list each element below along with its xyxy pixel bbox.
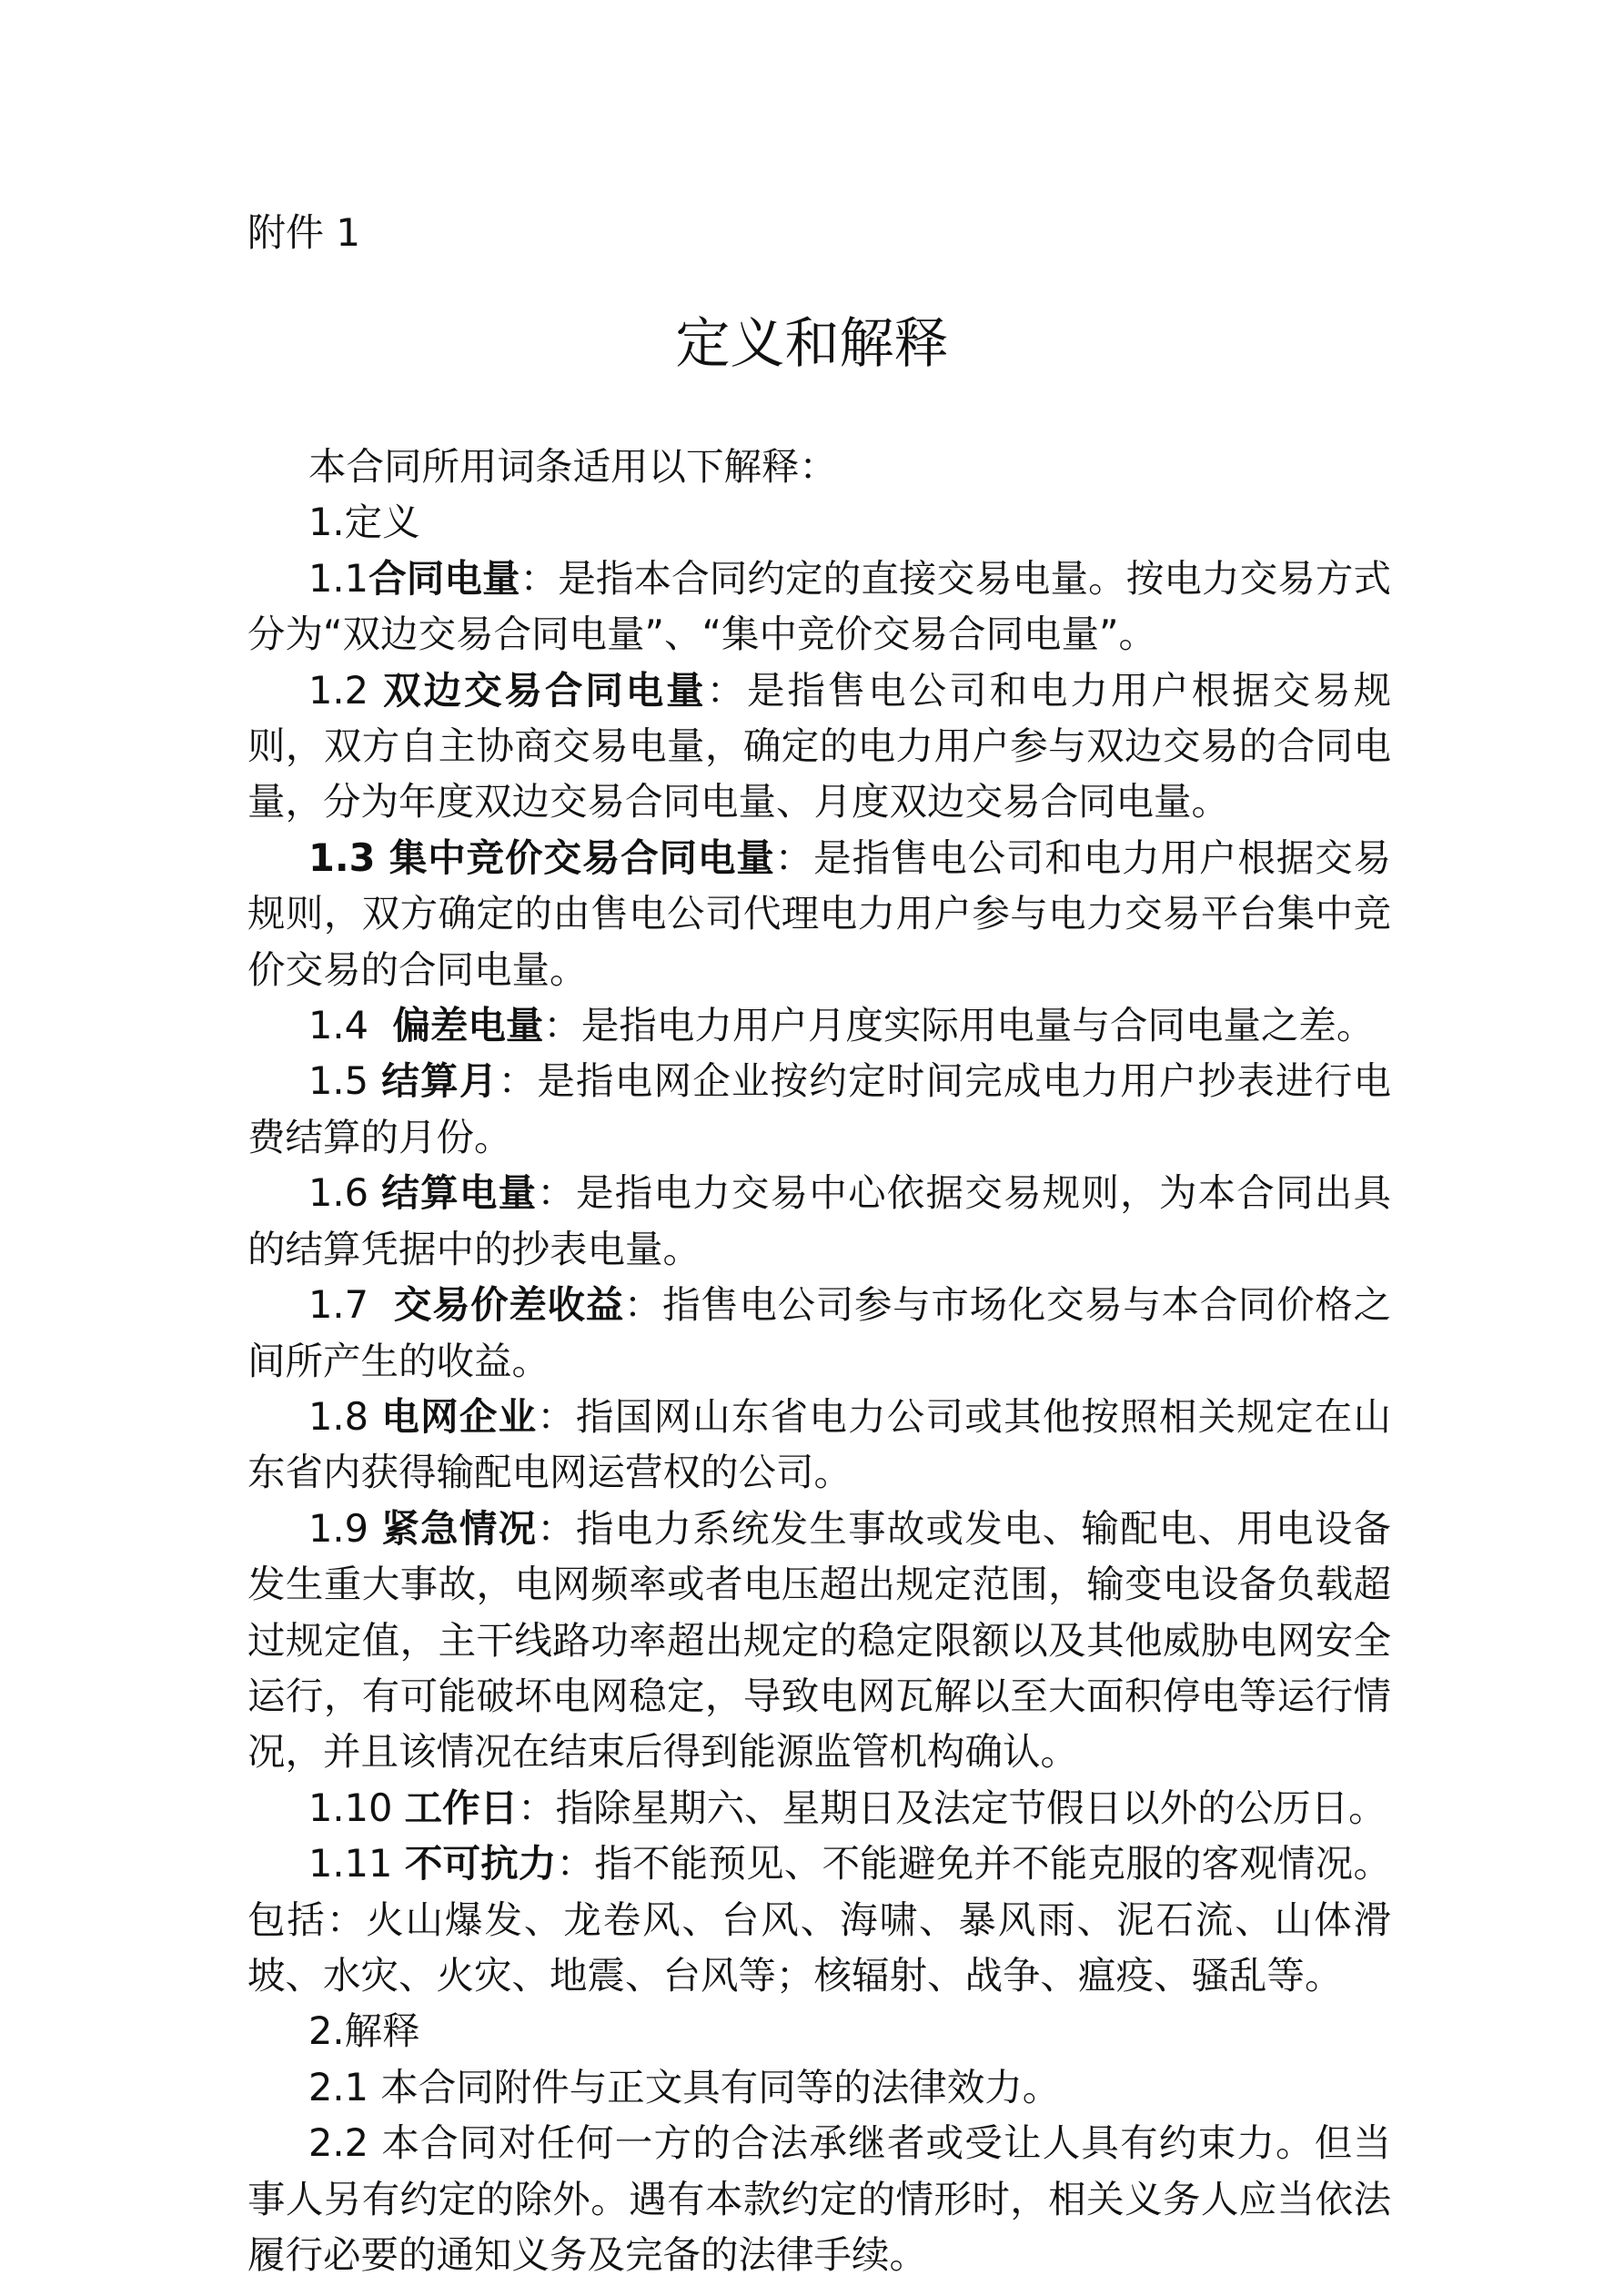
definition-item <box>247 1165 1391 1277</box>
definition-number: 1.4 <box>308 1003 393 1048</box>
definition-item <box>247 663 1391 830</box>
definition-text: ：是指电力交易中心依据交易规则，为本合同出具的结算凭据中的抄表电量。 <box>247 1170 1391 1271</box>
definition-text: ：是指售电公司和电力用户根据交易规则，双方自主协商交易电量，确定的电力用户参与双边交易的合同电量，分为年度双边交易合同电量、月度双边交易合同电量。 <box>247 667 1391 824</box>
annex-label: 附件 1 <box>247 210 361 255</box>
definition-number: 1.6 <box>308 1170 382 1216</box>
document-body <box>247 439 1391 2282</box>
definition-item <box>247 1277 1391 1389</box>
definition-term: 双边交易合同电量 <box>383 667 707 713</box>
definition-term: 紧急情况 <box>381 1505 538 1551</box>
interpretation-item: 2.1 本合同附件与正文具有同等的法律效力。 <box>308 2064 1061 2109</box>
definition-text: ：是指电网企业按约定时间完成电力用户抄表进行电费结算的月份。 <box>247 1058 1391 1159</box>
definition-item <box>247 1389 1391 1501</box>
definition-text: ：指售电公司参与市场化交易与本合同价格之间所产生的收益。 <box>247 1282 1391 1383</box>
definition-number: 1.9 <box>308 1505 382 1551</box>
definition-number: 1.2 <box>308 667 384 713</box>
definition-number: 1.11 <box>308 1841 405 1886</box>
definition-item <box>247 1836 1391 2003</box>
interpretation-item: 2.2 本合同对任何一方的合法承继者或受让人具有约束力。但当事人另有约定的除外。遇有本款约定的情形时，相关义务人应当依法履行必要的通知义务及完备的法律手续。 <box>247 2120 1391 2277</box>
section-heading-definitions: 1.定义 <box>308 500 420 545</box>
definition-text: ：指除星期六、星期日及法定节假日以外的公历日。 <box>518 1785 1387 1830</box>
definition-item <box>247 830 1391 997</box>
definition-item <box>247 1780 1391 1836</box>
definition-text: ：是指本合同约定的直接交易电量。按电力交易方式分为“双边交易合同电量”、“集中竞价交易合同电量”。 <box>247 555 1391 657</box>
definition-term: 合同电量 <box>368 555 520 601</box>
definition-term: 偏差电量 <box>392 1003 544 1048</box>
definition-item <box>247 551 1391 663</box>
definition-term: 工作日 <box>404 1785 519 1830</box>
definition-number: 1.3 <box>308 834 389 880</box>
definition-item <box>247 1053 1391 1165</box>
definition-number: 1.7 <box>308 1282 394 1328</box>
definition-item <box>247 1501 1391 1780</box>
definition-term: 结算电量 <box>381 1170 538 1216</box>
definition-term: 结算月 <box>381 1058 499 1104</box>
definition-text: ：指不能预见、不能避免并不能克服的客观情况。包括：火山爆发、龙卷风、台风、海啸、暴风雨、泥石流、山体滑坡、水灾、火灾、地震、台风等；核辐射、战争、瘟疫、骚乱等。 <box>247 1841 1391 1998</box>
definition-text: ：是指售电公司和电力用户根据交易规则，双方确定的由售电公司代理电力用户参与电力交易平台集中竞价交易的合同电量。 <box>247 834 1391 992</box>
definition-number: 1.5 <box>308 1058 382 1104</box>
definition-number: 1.1 <box>308 555 368 601</box>
definition-term: 交易价差收益 <box>393 1282 624 1328</box>
definition-text: ：指电力系统发生事故或发电、输配电、用电设备发生重大事故，电网频率或者电压超出规定范围，输变电设备负载超过规定值，主干线路功率超出规定的稳定限额以及其他威胁电网安全运行，有可能破坏电网稳定，导致电网瓦解以至大面积停电等运行情况，并且该情况在结束后得到能源监管机构确认。 <box>247 1505 1391 1775</box>
definition-term: 不可抗力 <box>404 1841 557 1886</box>
definition-item <box>247 997 1391 1053</box>
definition-term: 集中竞价交易合同电量 <box>388 834 775 880</box>
page-title: 定义和解释 <box>675 312 949 376</box>
intro-paragraph: 本合同所用词条适用以下解释： <box>308 444 838 489</box>
section-heading-interpretation: 2.解释 <box>308 2008 420 2054</box>
definition-text: ：指国网山东省电力公司或其他按照相关规定在山东省内获得输配电网运营权的公司。 <box>247 1393 1391 1495</box>
definition-term: 电网企业 <box>381 1393 538 1439</box>
definition-number: 1.8 <box>308 1393 382 1439</box>
definition-text: ：是指电力用户月度实际用电量与合同电量之差。 <box>543 1003 1375 1048</box>
definitions-list <box>247 551 1391 2004</box>
definition-number: 1.10 <box>308 1785 405 1830</box>
